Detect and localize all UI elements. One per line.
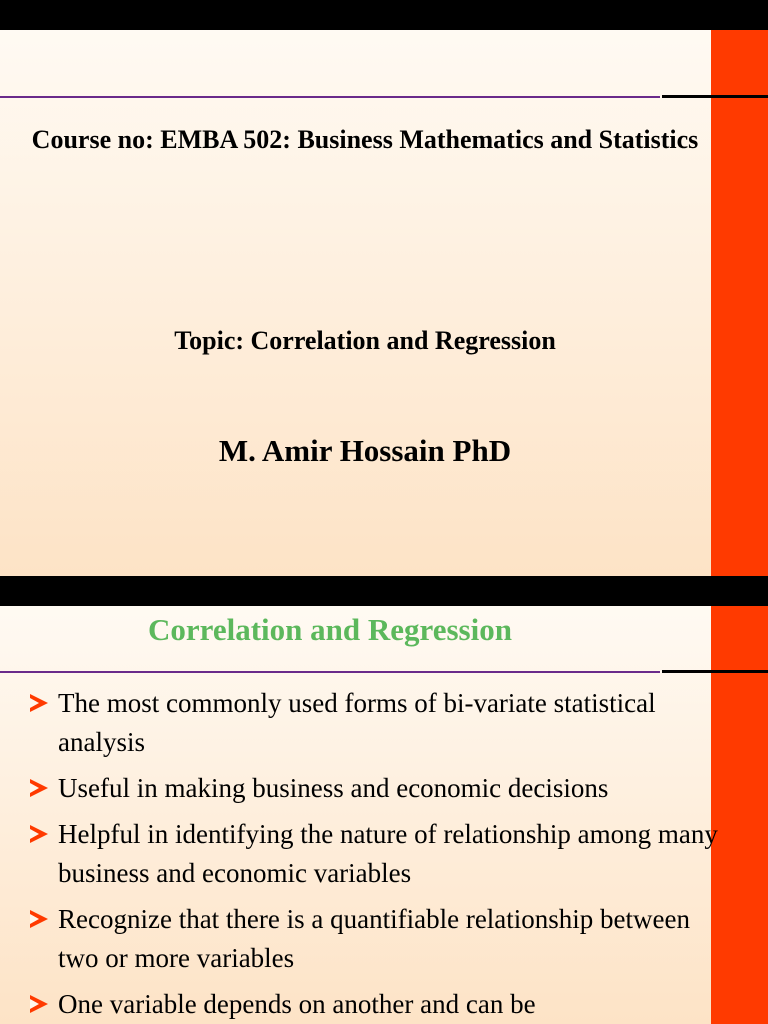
- arrow-bullet-icon: [30, 779, 48, 797]
- course-title: Course no: EMBA 502: Business Mathematics and Statistics: [31, 125, 699, 154]
- list-item: [30, 684, 720, 762]
- bullet-text: Useful in making business and economic decisions: [58, 773, 609, 803]
- header-rule-dark: [662, 95, 768, 98]
- list-item: [30, 900, 720, 978]
- topic-title: Topic: Correlation and Regression: [174, 326, 556, 355]
- list-item: [30, 815, 720, 893]
- arrow-bullet-icon: [30, 694, 48, 712]
- title-rule: [0, 671, 660, 673]
- bullet-text: Recognize that there is a quantifiable relationship between two or more variables: [58, 904, 691, 973]
- title-rule-dark: [662, 670, 768, 673]
- slide-1: [0, 30, 768, 576]
- bullet-text: One variable depends on another and can be: [58, 989, 536, 1019]
- author-name: M. Amir Hossain PhD: [218, 433, 512, 468]
- bullet-text: Helpful in identifying the nature of relationship among many business and economic variables: [58, 819, 718, 888]
- slide-2: [0, 606, 768, 1024]
- arrow-bullet-icon: [30, 910, 48, 928]
- slide-title: Correlation and Regression: [148, 612, 512, 647]
- header-rule: [0, 96, 660, 98]
- arrow-bullet-icon: [30, 995, 48, 1013]
- arrow-bullet-icon: [30, 825, 48, 843]
- bullet-text: The most commonly used forms of bi-variate statistical analysis: [58, 688, 656, 757]
- accent-side-bar: [711, 30, 768, 576]
- bullet-list: [30, 684, 720, 1024]
- list-item: [30, 769, 720, 808]
- list-item: [30, 985, 720, 1024]
